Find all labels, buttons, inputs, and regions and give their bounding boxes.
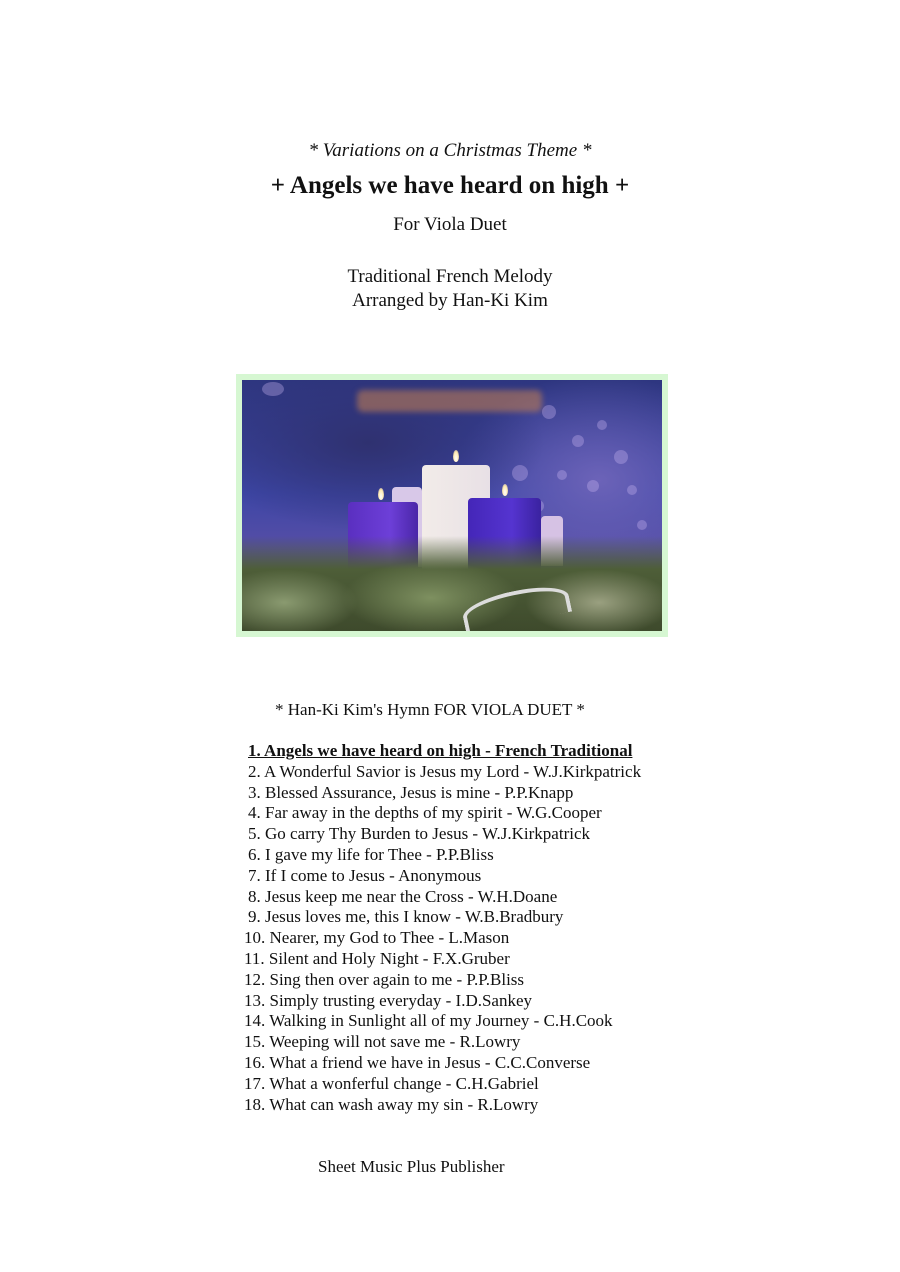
flame-purple-right bbox=[502, 484, 508, 496]
cover-image-advent-candles bbox=[236, 374, 668, 637]
instrumentation: For Viola Duet bbox=[393, 214, 507, 235]
series-subtitle: * Variations on a Christmas Theme * bbox=[308, 140, 592, 161]
list-item: 16. What a friend we have in Jesus - C.C.Converse bbox=[244, 1052, 591, 1072]
list-item: 10. Nearer, my God to Thee - L.Mason bbox=[244, 928, 510, 948]
list-item: 14. Walking in Sunlight all of my Journey - C.H.Cook bbox=[244, 1011, 613, 1031]
list-item: 15. Weeping will not save me - R.Lowry bbox=[244, 1032, 521, 1052]
pine-greenery bbox=[242, 536, 662, 631]
collection-heading: * Han-Ki Kim's Hymn FOR VIOLA DUET * bbox=[275, 700, 585, 719]
melody-origin: Traditional French Melody bbox=[347, 266, 553, 287]
list-item: 18. What can wash away my sin - R.Lowry bbox=[244, 1094, 539, 1114]
list-item: 11. Silent and Holy Night - F.X.Gruber bbox=[244, 948, 510, 968]
list-item: 6. I gave my life for Thee - P.P.Bliss bbox=[248, 844, 494, 864]
list-item: 13. Simply trusting everyday - I.D.Sankey bbox=[244, 990, 533, 1010]
arranger-credit: Arranged by Han-Ki Kim bbox=[352, 290, 548, 311]
list-item: 2. A Wonderful Savior is Jesus my Lord - W.J.Kirkpatrick bbox=[248, 761, 642, 781]
list-item: 3. Blessed Assurance, Jesus is mine - P.P.Knapp bbox=[248, 782, 574, 802]
flame-white bbox=[453, 450, 459, 462]
list-item: 5. Go carry Thy Burden to Jesus - W.J.Kirkpatrick bbox=[248, 824, 590, 844]
piece-title: + Angels we have heard on high + bbox=[270, 172, 630, 199]
list-item: 4. Far away in the depths of my spirit - W.G.Cooper bbox=[248, 803, 602, 823]
bokeh-lights-text bbox=[357, 390, 542, 412]
candle-scene-background bbox=[242, 380, 662, 631]
list-item: 7. If I come to Jesus - Anonymous bbox=[248, 865, 482, 885]
list-item: 17. What a wonferful change - C.H.Gabriel bbox=[244, 1073, 539, 1093]
flame-purple-left bbox=[378, 488, 384, 500]
list-item: 12. Sing then over again to me - P.P.Bliss bbox=[244, 969, 525, 989]
list-item: 8. Jesus keep me near the Cross - W.H.Doane bbox=[248, 886, 558, 906]
publisher-credit: Sheet Music Plus Publisher bbox=[318, 1157, 505, 1176]
hymn-list bbox=[244, 741, 641, 1115]
list-item-current: 1. Angels we have heard on high - French Traditional bbox=[248, 741, 633, 760]
list-item: 9. Jesus loves me, this I know - W.B.Bradbury bbox=[248, 907, 564, 927]
